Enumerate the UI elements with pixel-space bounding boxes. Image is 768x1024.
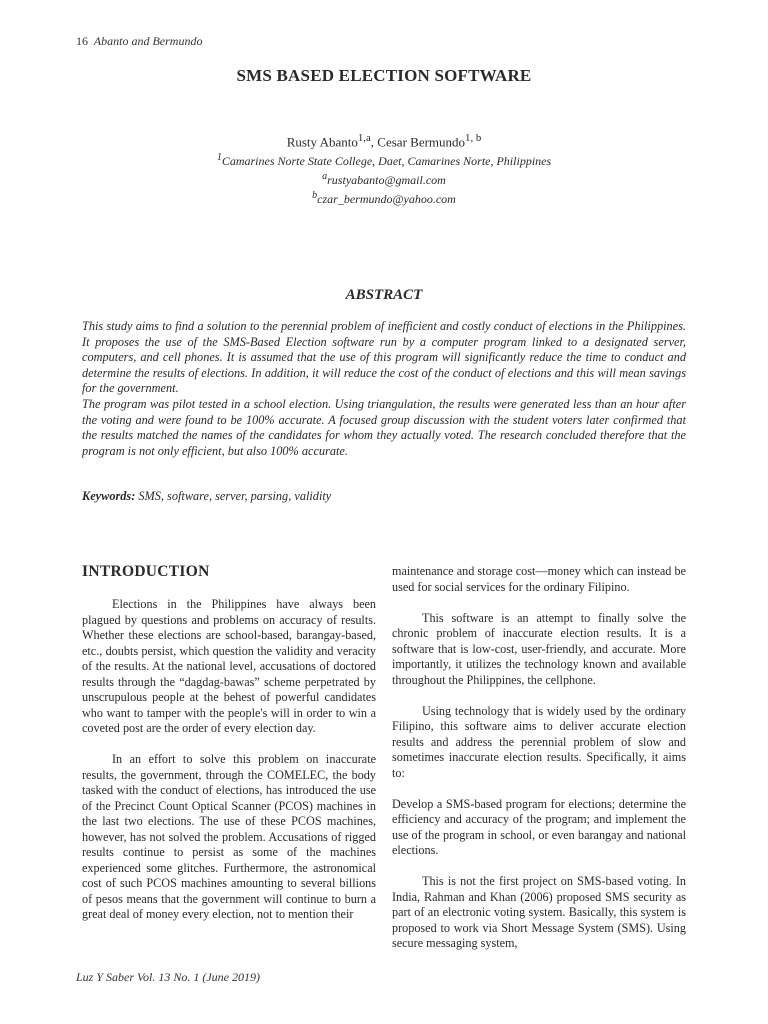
paper-title: SMS BASED ELECTION SOFTWARE — [236, 66, 532, 85]
intro-paragraph: Develop a SMS-based program for elections; determine the efficiency and accuracy of the program; and implement the use of the program in school, or even barangay and national elections. — [392, 796, 686, 857]
journal-footer: Luz Y Saber Vol. 13 No. 1 (June 2019) — [76, 970, 260, 984]
abstract-heading: ABSTRACT — [345, 287, 423, 303]
author-1-name: Rusty Abanto — [286, 134, 358, 150]
page-number: 16 — [76, 34, 88, 48]
intro-paragraph: This software is an attempt to finally solve the chronic problem of inaccurate election results. It is a software that is low-cost, user-friendly, and accurate. More importantly, it utilizes the technology known and available throughout the Philippines, the cellphone. — [392, 610, 686, 687]
keywords-text: SMS, software, server, parsing, validity — [135, 489, 332, 503]
running-head — [76, 34, 202, 49]
right-column — [392, 564, 686, 967]
intro-paragraph: maintenance and storage cost—money which can instead be used for social services for the ordinary Filipino. — [392, 564, 686, 594]
intro-paragraph: Using technology that is widely used by the ordinary Filipino, this software aims to deliver accurate election results and address the perennial problem of slow and sometimes inaccurate election results. Specifically, it aims to: — [392, 703, 686, 780]
intro-paragraph: Elections in the Philippines have always been plagued by questions and problems on accuracy of results. Whether these elections are school-based, barangay-based, etc., doubts persist, which question the validity and veracity of the results. At the national level, accusations of doctored results through the “dagdag-bawas” scheme perpetrated by unscrupulous people at the behest of powerful candidates who want to tamper with the people's will in order to win a coveted post are the order of every election day. — [82, 597, 376, 735]
affiliation-superscript: 1 — [216, 152, 222, 164]
author-block — [0, 130, 768, 207]
affiliation — [0, 150, 768, 169]
affiliation-text: Camarines Norte State College, Daet, Camarines Norte, Philippines — [221, 154, 552, 169]
email-2 — [0, 188, 768, 207]
intro-paragraph: This is not the first project on SMS-based voting. In India, Rahman and Khan (2006) proposed SMS security as part of an electronic voting system. Basically, this system is proposed to work via Short Message System (SMS). Using secure messaging system, — [392, 874, 686, 950]
email-2-superscript: b — [312, 190, 318, 202]
email-1 — [0, 169, 768, 188]
author-separator: , — [370, 134, 378, 150]
email-1-text: rustyabanto@gmail.com — [327, 173, 446, 188]
keywords — [82, 489, 686, 504]
intro-paragraph: In an effort to solve this problem on inaccurate results, the government, through the COMELEC, the body tasked with the conduct of elections, has introduced the use of the Precinct Count Optical Scanner (PCOS) machines in the last two elections. The use of these PCOS machines, however, has not solved the problem. Accusations of rigged results continue to persist as some of the machines experienced some glitches. Furthermore, the astronomical cost of such PCOS machines amounting to several billions of pesos means that the government will continue to burn a great deal of money every election, not to mention their — [82, 752, 376, 921]
introduction-heading: INTRODUCTION — [82, 563, 210, 580]
keywords-label: Keywords: — [82, 489, 136, 503]
email-2-text: czar_bermundo@yahoo.com — [317, 192, 456, 207]
author-2-superscript: 1, b — [465, 132, 482, 144]
author-1-superscript: 1,a — [357, 132, 371, 144]
author-2-name: Cesar Bermundo — [377, 134, 466, 150]
author-line — [0, 130, 768, 150]
abstract-paragraph-2: The program was pilot tested in a school election. Using triangulation, the results were generated less than an hour after the voting and were found to be 100% accurate. A focused group discussion with the student voters later confirmed that the results matched the names of the candidates for whom they actually voted. The research concluded therefore that the program is not only efficient, but also 100% accurate. — [82, 397, 686, 458]
abstract-paragraph-1: This study aims to find a solution to the perennial problem of inefficient and costly conduct of elections in the Philippines. It proposes the use of the SMS-Based Election software run by a computer program linked to a designated server, computers, and cell phones. It is assumed that the use of this program will significantly reduce the time to conduct and determine the results of elections. In addition, it will reduce the cost of the conduct of elections and this will mean savings for the government. — [82, 319, 686, 395]
email-1-superscript: a — [322, 171, 328, 183]
left-column — [82, 597, 376, 938]
running-head-authors: Abanto and Bermundo — [93, 34, 203, 48]
